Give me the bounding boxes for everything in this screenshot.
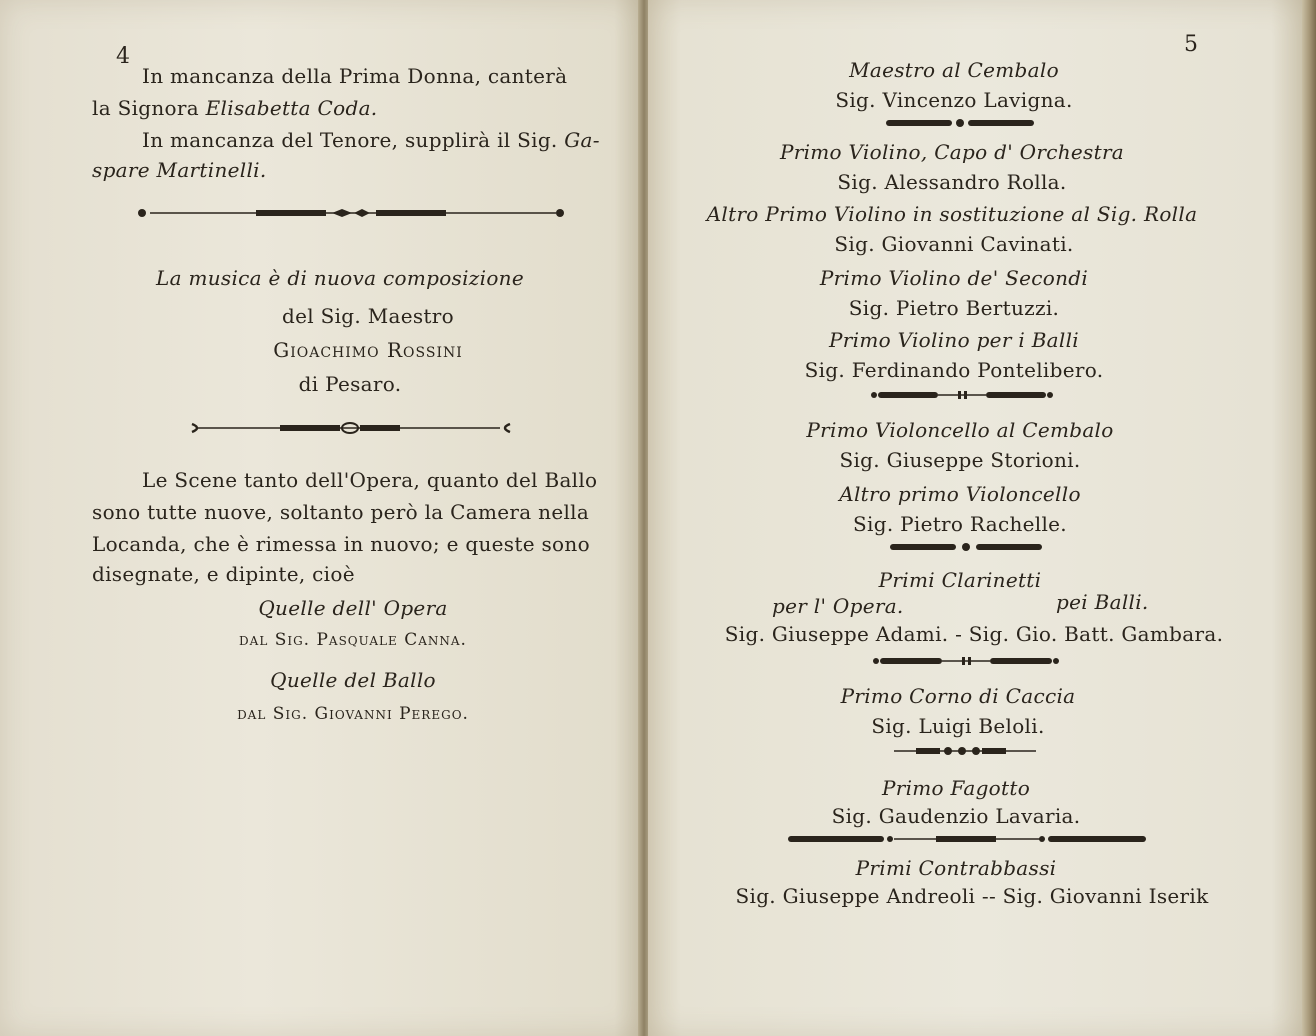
role-name: Sig. Ferdinando Pontelibero. [804,358,1104,382]
left-page [0,0,640,1036]
role-name: Sig. Pietro Bertuzzi. [848,296,1060,320]
page-number-right: 5 [1184,32,1198,57]
role-name: Sig. Giuseppe Storioni. [839,448,1081,472]
substitute-line [92,158,267,182]
role-subtitle: per l' Opera. [772,594,904,618]
role-title: Primi Clarinetti [878,568,1042,592]
music-line: La musica è di nuova composizione [156,266,524,290]
substitute-name: Elisabetta Coda. [205,96,378,120]
book-edge [1302,0,1316,1036]
scene-heading: Quelle del Ballo [270,668,436,692]
ornament-divider [872,656,1060,666]
substitute-text: In mancanza del Tenore, supplirà il Sig. [142,128,565,152]
ornament-divider [136,206,568,220]
ornament-divider [190,420,512,436]
substitute-line [92,96,377,120]
scenes-line: sono tutte nuove, soltanto però la Camera nella [92,500,590,524]
substitute-text: In mancanza della Prima Donna, canterà [142,64,568,88]
scene-heading: Quelle dell' Opera [258,596,448,620]
role-title: Altro Primo Violino in sostituzione al Sig. Rolla [706,202,1198,226]
role-name: Sig. Giovanni Cavinati. [834,232,1074,256]
right-page [648,0,1304,1036]
scenes-line: Locanda, che è rimessa in nuovo; e queste sono [92,532,590,556]
scenes-line: Le Scene tanto dell'Opera, quanto del Ballo [142,468,598,492]
ornament-divider [786,834,1150,844]
role-title: Altro primo Violoncello [839,482,1081,506]
substitute-name: Ga- [564,128,600,152]
role-name: Sig. Giuseppe Adami. - Sig. Gio. Batt. Gambara. [724,622,1224,646]
role-name: Sig. Pietro Rachelle. [853,512,1067,536]
role-name: Sig. Luigi Beloli. [871,714,1045,738]
role-name: Sig. Vincenzo Lavigna. [835,88,1073,112]
role-title: Primo Corno di Caccia [840,684,1076,708]
role-title: Primo Violino, Capo d' Orchestra [779,140,1125,164]
music-line: di Pesaro. [298,372,402,396]
role-name: Sig. Giuseppe Andreoli -- Sig. Giovanni Iserik [735,884,1209,908]
substitute-line [142,64,567,88]
role-name: Sig. Alessandro Rolla. [837,170,1067,194]
scene-designer: dal Sig. Pasquale Canna. [239,630,467,650]
substitute-name: spare Martinelli. [92,158,267,182]
role-title: Primo Violino per i Balli [829,328,1079,352]
role-title: Primi Contrabbassi [855,856,1057,880]
role-title: Primo Fagotto [881,776,1031,800]
role-name: Sig. Gaudenzio Lavaria. [831,804,1081,828]
role-subtitle: pei Balli. [1056,590,1149,614]
ornament-divider [888,542,1044,552]
role-title: Primo Violino de' Secondi [819,266,1089,290]
composer-name: Gioachimo Rossini [273,338,463,362]
role-title: Primo Violoncello al Cembalo [806,418,1114,442]
ornament-divider [870,390,1054,400]
music-line: del Sig. Maestro [282,304,454,328]
page-number-left: 4 [116,44,130,69]
scenes-line: disegnate, e dipinte, cioè [92,562,355,586]
substitute-line [142,128,600,152]
substitute-text: la Signora [92,96,206,120]
scene-designer: dal Sig. Giovanni Perego. [237,704,469,724]
ornament-divider [884,118,1036,128]
ornament-divider [892,746,1038,756]
role-title: Maestro al Cembalo [849,58,1059,82]
